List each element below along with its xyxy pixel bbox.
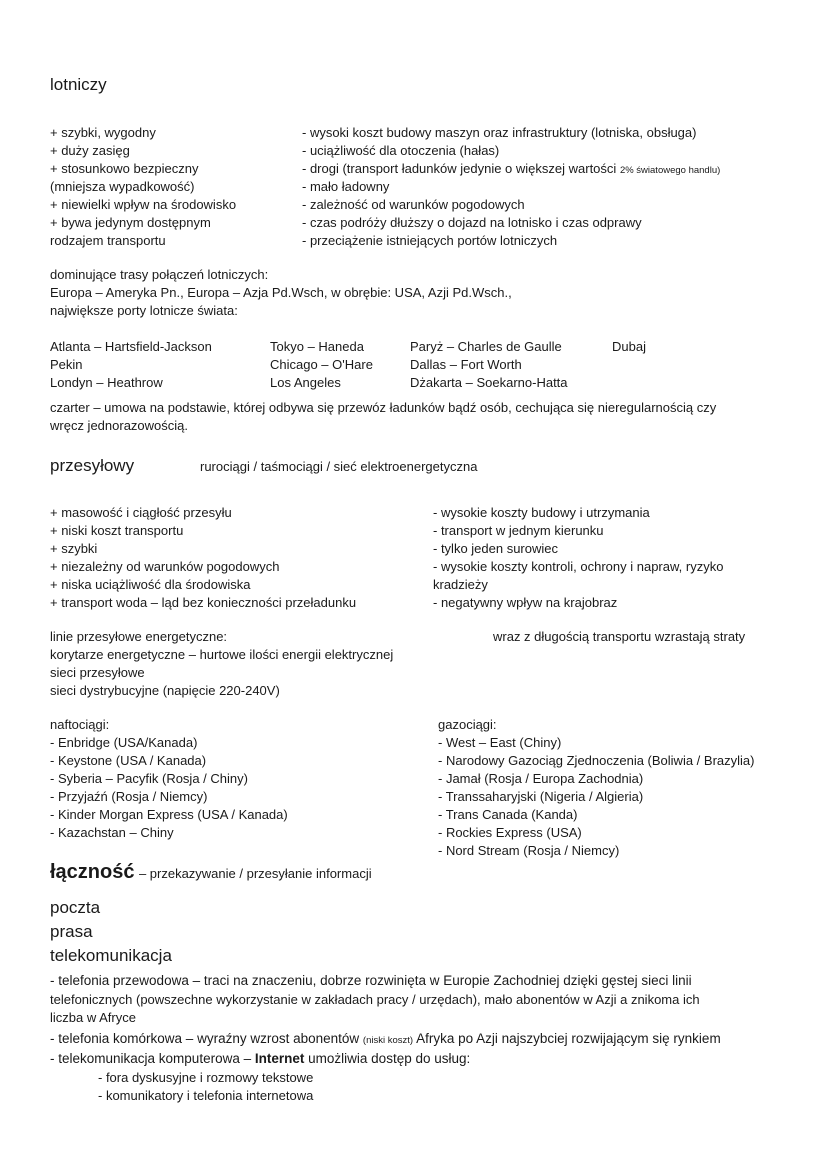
computer-telecom	[50, 1050, 470, 1068]
list-item: - wysokie koszty budowy i utrzymania	[433, 505, 650, 520]
text-line: korytarze energetyczne – hurtowe ilości energii elektrycznej	[50, 647, 394, 662]
text-line: linie przesyłowe energetyczne:	[50, 629, 228, 644]
list-item: - negatywny wpływ na krajobraz	[433, 595, 618, 610]
text-line: sieci dystrybucyjne (napięcie 220-240V)	[50, 683, 280, 698]
list-item: + masowość i ciągłość przesyłu	[50, 505, 232, 520]
airport: Londyn – Heathrow	[50, 375, 163, 390]
airport: Paryż – Charles de Gaulle	[410, 339, 562, 354]
airport: Dżakarta – Soekarno-Hatta	[410, 375, 568, 390]
list-item: + niski koszt transportu	[50, 523, 184, 538]
mobile-telephony	[50, 1030, 721, 1050]
list-item: - Jamał (Rosja / Europa Zachodnia)	[438, 771, 644, 786]
text-part: umożliwia dostęp do usług:	[308, 1051, 471, 1066]
list-item: - mało ładowny	[302, 179, 390, 194]
list-item: - wysokie koszty kontroli, ochrony i napraw, ryzyko	[433, 559, 724, 574]
list-item: - Przyjaźń (Rosja / Niemcy)	[50, 789, 208, 804]
airport: Tokyo – Haneda	[270, 339, 364, 354]
text-line: wręcz jednorazowością.	[50, 418, 189, 433]
text-line: liczba w Afryce	[50, 1010, 136, 1025]
list-item: + stosunkowo bezpieczny	[50, 161, 199, 176]
item-poczta: poczta	[50, 898, 101, 917]
airport: Chicago – O'Hare	[270, 357, 373, 372]
item-telekomunikacja: telekomunikacja	[50, 946, 172, 965]
text-line: Europa – Ameryka Pn., Europa – Azja Pd.Wsch, w obrębie: USA, Azji Pd.Wsch.,	[50, 285, 512, 300]
item-prasa: prasa	[50, 922, 93, 941]
section-title-lotniczy: lotniczy	[50, 75, 107, 94]
cons-text: - drogi (transport ładunków jedynie o większej wartości	[302, 161, 617, 176]
text-note: (niski koszt)	[362, 1035, 414, 1046]
list-item: - Trans Canada (Kanda)	[438, 807, 578, 822]
text-line: dominujące trasy połączeń lotniczych:	[50, 267, 269, 282]
section-title-lacznosc: łączność	[50, 861, 135, 883]
list-item: + bywa jedynym dostępnym	[50, 215, 211, 230]
text-line: telefonicznych (powszechne wykorzystanie w zakładach pracy / urzędach), mało abonentów w Azji a znikoma ich	[50, 992, 700, 1007]
text-line: czarter – umowa na podstawie, której odbywa się przewóz ładunków bądź osób, cechująca się nieregularnością czy	[50, 400, 717, 415]
list-item: + niezależny od warunków pogodowych	[50, 559, 280, 574]
list-item: - West – East (Chiny)	[438, 735, 562, 750]
list-item: - komunikatory i telefonia internetowa	[98, 1088, 314, 1103]
losses-note: wraz z długością transportu wzrastają straty	[493, 629, 746, 644]
text-part: Afryka po Azji najszybciej rozwijającym się rynkiem	[416, 1031, 721, 1046]
list-item: - Nord Stream (Rosja / Niemcy)	[438, 843, 620, 858]
text-part: - telekomunikacja komputerowa –	[50, 1051, 252, 1066]
section-title-przesylowy: przesyłowy	[50, 456, 135, 475]
airport: Dubaj	[612, 339, 646, 354]
list-item: - wysoki koszt budowy maszyn oraz infrastruktury (lotniska, obsługa)	[302, 125, 697, 140]
list-item: kradzieży	[433, 577, 488, 592]
list-item: - Syberia – Pacyfik (Rosja / Chiny)	[50, 771, 248, 786]
list-item: + szybki	[50, 541, 98, 556]
cons-note: 2% światowego handlu)	[619, 165, 721, 176]
list-item: + transport woda – ląd bez konieczności przeładunku	[50, 595, 357, 610]
list-item: (mniejsza wypadkowość)	[50, 179, 195, 194]
list-item: - fora dyskusyjne i rozmowy tekstowe	[98, 1070, 314, 1085]
list-item: + szybki, wygodny	[50, 125, 156, 140]
list-item: - transport w jednym kierunku	[433, 523, 604, 538]
list-heading: gazociągi:	[438, 717, 497, 732]
list-item: + niewielki wpływ na środowisko	[50, 197, 237, 212]
text-line: największe porty lotnicze świata:	[50, 303, 238, 318]
list-item: + duży zasięg	[50, 143, 130, 158]
list-heading: naftociągi:	[50, 717, 110, 732]
list-item: - Kazachstan – Chiny	[50, 825, 174, 840]
section-subtitle: rurociągi / taśmociągi / sieć elektroenergetyczna	[200, 459, 478, 474]
airport: Pekin	[50, 357, 83, 372]
airport: Los Angeles	[270, 375, 341, 390]
list-item: + niska uciążliwość dla środowiska	[50, 577, 251, 592]
list-item: - przeciążenie istniejących portów lotniczych	[302, 233, 558, 248]
text-line: sieci przesyłowe	[50, 665, 145, 680]
list-item: - Enbridge (USA/Kanada)	[50, 735, 198, 750]
section-header-lacznosc	[50, 860, 372, 884]
list-item: - Narodowy Gazociąg Zjednoczenia (Boliwia / Brazylia)	[438, 753, 755, 768]
airport: Dallas – Fort Worth	[410, 357, 522, 372]
internet-label: Internet	[254, 1051, 305, 1066]
airport: Atlanta – Hartsfield-Jackson	[50, 339, 212, 354]
text-part: - telefonia komórkowa – wyraźny wzrost abonentów	[50, 1031, 360, 1046]
section-subtitle: – przekazywanie / przesyłanie informacji	[138, 866, 372, 881]
list-item: rodzajem transportu	[50, 233, 166, 248]
list-item	[302, 160, 720, 180]
list-item: - Keystone (USA / Kanada)	[50, 753, 207, 768]
list-item: - Transsaharyjski (Nigeria / Algieria)	[438, 789, 644, 804]
list-item: - zależność od warunków pogodowych	[302, 197, 525, 212]
list-item: - Kinder Morgan Express (USA / Kanada)	[50, 807, 288, 822]
list-item: - tylko jeden surowiec	[433, 541, 558, 556]
list-item: - Rockies Express (USA)	[438, 825, 582, 840]
list-item: - czas podróży dłuższy o dojazd na lotnisko i czas odprawy	[302, 215, 642, 230]
text-line: - telefonia przewodowa – traci na znaczeniu, dobrze rozwinięta w Europie Zachodniej dzięki gęstej sieci linii	[50, 973, 692, 988]
list-item: - uciążliwość dla otoczenia (hałas)	[302, 143, 500, 158]
